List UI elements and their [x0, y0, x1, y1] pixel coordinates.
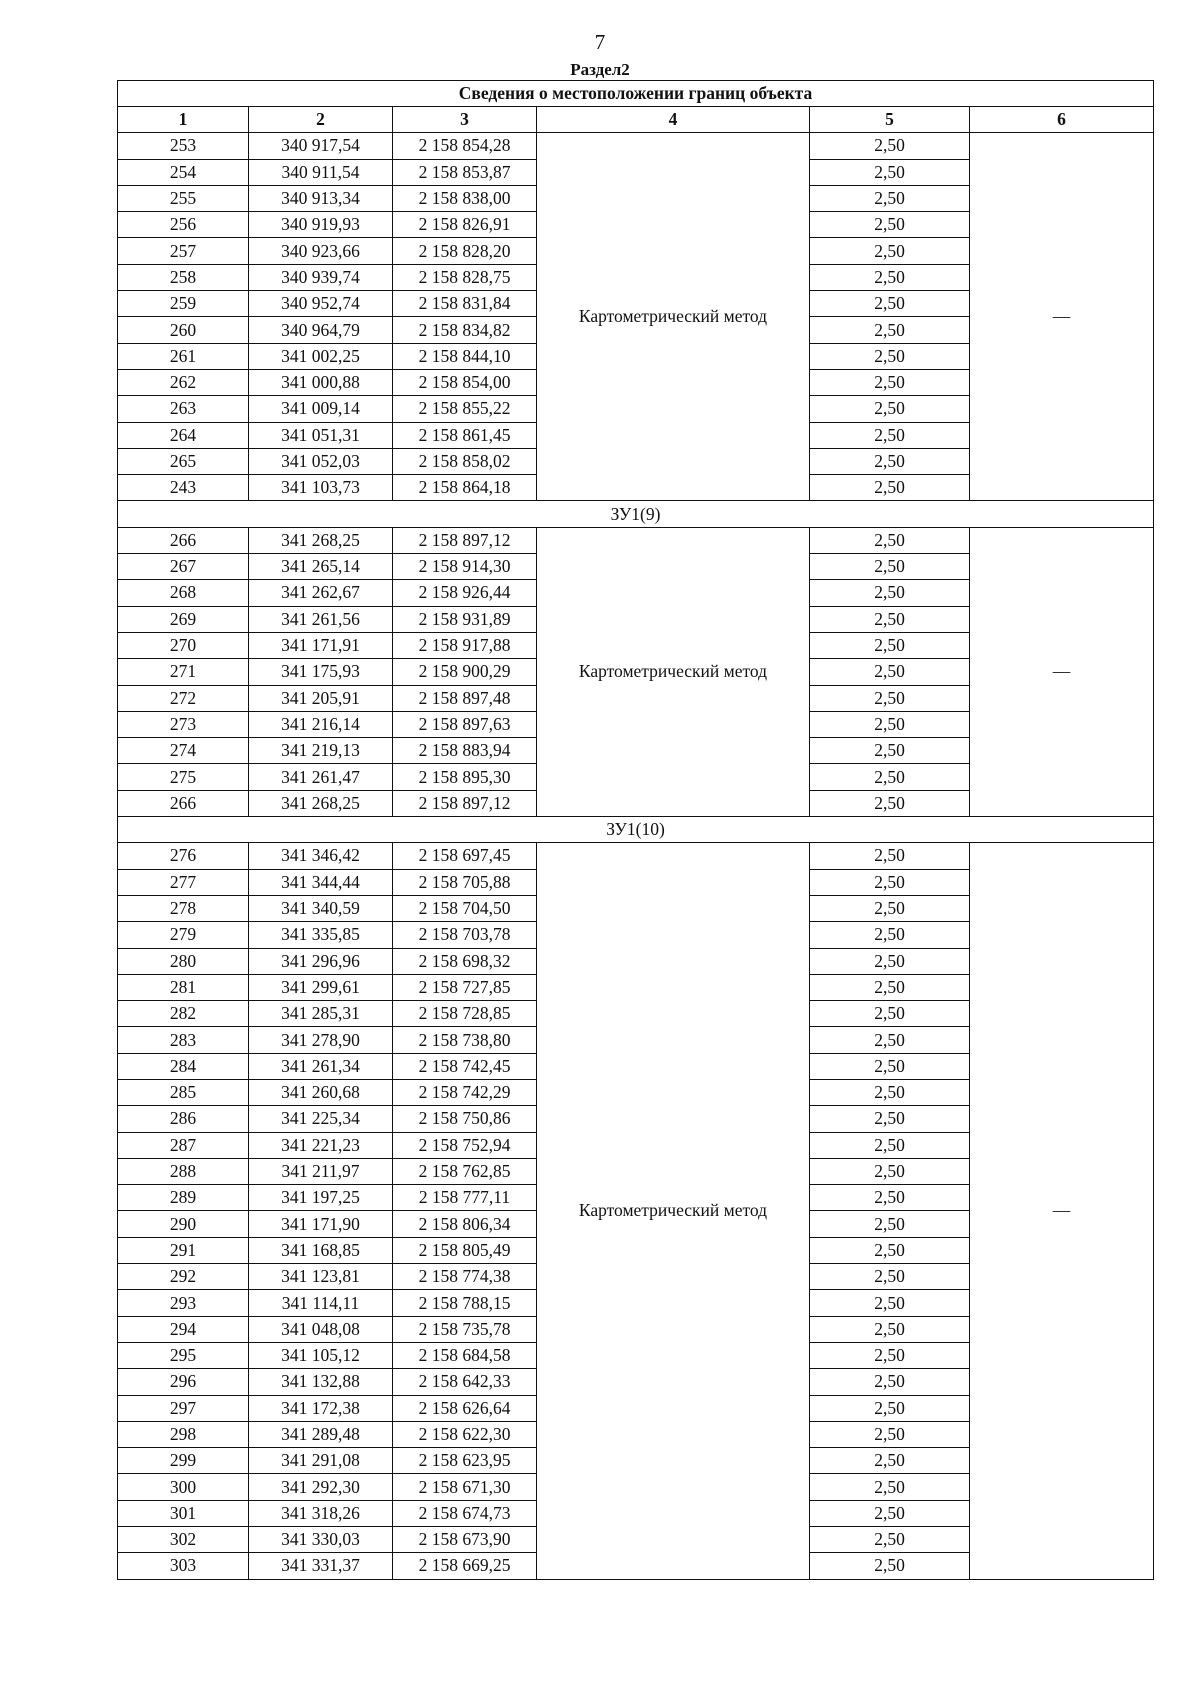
coordinate-y: 2 158 931,89 — [393, 606, 537, 632]
coordinate-x: 341 261,56 — [249, 606, 393, 632]
coordinate-y: 2 158 777,11 — [393, 1185, 537, 1211]
coordinate-x: 340 919,93 — [249, 212, 393, 238]
coordinate-y: 2 158 861,45 — [393, 422, 537, 448]
group-label-row — [118, 817, 1154, 843]
column-header-2: 2 — [249, 107, 393, 133]
point-number: 259 — [118, 291, 249, 317]
coordinate-x: 341 291,08 — [249, 1448, 393, 1474]
accuracy-value: 2,50 — [810, 1290, 970, 1316]
accuracy-value: 2,50 — [810, 1448, 970, 1474]
accuracy-value: 2,50 — [810, 948, 970, 974]
coordinate-y: 2 158 826,91 — [393, 212, 537, 238]
accuracy-value: 2,50 — [810, 1395, 970, 1421]
coordinate-y: 2 158 788,15 — [393, 1290, 537, 1316]
coordinate-x: 341 262,67 — [249, 580, 393, 606]
point-number: 266 — [118, 790, 249, 816]
point-number: 293 — [118, 1290, 249, 1316]
accuracy-value: 2,50 — [810, 264, 970, 290]
point-number: 257 — [118, 238, 249, 264]
coordinate-x: 341 103,73 — [249, 475, 393, 501]
table-caption: Сведения о местоположении границ объекта — [118, 81, 1154, 107]
coordinate-y: 2 158 838,00 — [393, 185, 537, 211]
accuracy-value: 2,50 — [810, 685, 970, 711]
coordinate-y: 2 158 669,25 — [393, 1553, 537, 1579]
coordinate-y: 2 158 642,33 — [393, 1369, 537, 1395]
coordinate-y: 2 158 883,94 — [393, 738, 537, 764]
coordinate-y: 2 158 895,30 — [393, 764, 537, 790]
point-number: 297 — [118, 1395, 249, 1421]
point-number: 258 — [118, 264, 249, 290]
coordinate-x: 341 168,85 — [249, 1237, 393, 1263]
coordinate-y: 2 158 854,00 — [393, 369, 537, 395]
accuracy-value: 2,50 — [810, 448, 970, 474]
accuracy-value: 2,50 — [810, 554, 970, 580]
point-number: 300 — [118, 1474, 249, 1500]
coordinate-y: 2 158 752,94 — [393, 1132, 537, 1158]
coordinate-x: 341 105,12 — [249, 1342, 393, 1368]
coordinate-y: 2 158 742,45 — [393, 1053, 537, 1079]
coordinate-y: 2 158 727,85 — [393, 974, 537, 1000]
point-number: 287 — [118, 1132, 249, 1158]
point-number: 302 — [118, 1527, 249, 1553]
accuracy-value: 2,50 — [810, 1027, 970, 1053]
accuracy-value: 2,50 — [810, 869, 970, 895]
coordinate-x: 340 939,74 — [249, 264, 393, 290]
col6-dash: — — [970, 133, 1154, 501]
coordinate-y: 2 158 864,18 — [393, 475, 537, 501]
point-number: 279 — [118, 922, 249, 948]
coordinate-x: 341 268,25 — [249, 527, 393, 553]
point-number: 269 — [118, 606, 249, 632]
table-row — [118, 843, 1154, 869]
column-header-row — [118, 107, 1154, 133]
point-number: 263 — [118, 396, 249, 422]
coordinate-x: 341 171,91 — [249, 632, 393, 658]
coordinate-y: 2 158 914,30 — [393, 554, 537, 580]
accuracy-value: 2,50 — [810, 1342, 970, 1368]
accuracy-value: 2,50 — [810, 212, 970, 238]
accuracy-value: 2,50 — [810, 343, 970, 369]
coordinate-y: 2 158 750,86 — [393, 1106, 537, 1132]
coordinate-x: 341 132,88 — [249, 1369, 393, 1395]
table-row — [118, 133, 1154, 159]
method-cell: Картометрический метод — [537, 133, 810, 501]
point-number: 278 — [118, 895, 249, 921]
accuracy-value: 2,50 — [810, 317, 970, 343]
point-number: 284 — [118, 1053, 249, 1079]
accuracy-value: 2,50 — [810, 1421, 970, 1447]
coordinate-x: 341 123,81 — [249, 1264, 393, 1290]
accuracy-value: 2,50 — [810, 1237, 970, 1263]
coordinate-x: 340 913,34 — [249, 185, 393, 211]
coordinate-x: 341 261,34 — [249, 1053, 393, 1079]
accuracy-value: 2,50 — [810, 1316, 970, 1342]
coordinate-x: 341 172,38 — [249, 1395, 393, 1421]
coordinate-x: 340 964,79 — [249, 317, 393, 343]
coordinate-x: 341 299,61 — [249, 974, 393, 1000]
coordinate-y: 2 158 854,28 — [393, 133, 537, 159]
accuracy-value: 2,50 — [810, 1553, 970, 1579]
accuracy-value: 2,50 — [810, 396, 970, 422]
coordinate-y: 2 158 900,29 — [393, 659, 537, 685]
coordinate-y: 2 158 853,87 — [393, 159, 537, 185]
coordinate-y: 2 158 735,78 — [393, 1316, 537, 1342]
coordinate-y: 2 158 897,12 — [393, 790, 537, 816]
coordinate-x: 341 292,30 — [249, 1474, 393, 1500]
point-number: 285 — [118, 1079, 249, 1105]
coordinate-y: 2 158 774,38 — [393, 1264, 537, 1290]
coordinate-y: 2 158 674,73 — [393, 1500, 537, 1526]
accuracy-value: 2,50 — [810, 1264, 970, 1290]
accuracy-value: 2,50 — [810, 1001, 970, 1027]
point-number: 243 — [118, 475, 249, 501]
coordinate-x: 341 009,14 — [249, 396, 393, 422]
coordinate-y: 2 158 673,90 — [393, 1527, 537, 1553]
point-number: 280 — [118, 948, 249, 974]
coordinate-x: 341 331,37 — [249, 1553, 393, 1579]
coordinate-x: 341 265,14 — [249, 554, 393, 580]
point-number: 288 — [118, 1158, 249, 1184]
coordinate-y: 2 158 622,30 — [393, 1421, 537, 1447]
coordinate-y: 2 158 858,02 — [393, 448, 537, 474]
coordinate-x: 341 197,25 — [249, 1185, 393, 1211]
accuracy-value: 2,50 — [810, 1132, 970, 1158]
accuracy-value: 2,50 — [810, 1527, 970, 1553]
coordinate-y: 2 158 705,88 — [393, 869, 537, 895]
accuracy-value: 2,50 — [810, 133, 970, 159]
coordinate-x: 341 205,91 — [249, 685, 393, 711]
coordinate-x: 341 335,85 — [249, 922, 393, 948]
accuracy-value: 2,50 — [810, 790, 970, 816]
point-number: 271 — [118, 659, 249, 685]
accuracy-value: 2,50 — [810, 632, 970, 658]
accuracy-value: 2,50 — [810, 475, 970, 501]
boundary-coordinates-table — [117, 80, 1154, 1580]
coordinate-x: 340 952,74 — [249, 291, 393, 317]
point-number: 266 — [118, 527, 249, 553]
coordinate-x: 341 296,96 — [249, 948, 393, 974]
accuracy-value: 2,50 — [810, 843, 970, 869]
coordinate-x: 340 917,54 — [249, 133, 393, 159]
accuracy-value: 2,50 — [810, 1106, 970, 1132]
accuracy-value: 2,50 — [810, 1474, 970, 1500]
col6-dash: — — [970, 527, 1154, 816]
coordinate-x: 340 911,54 — [249, 159, 393, 185]
col6-dash: — — [970, 843, 1154, 1579]
group-label: ЗУ1(9) — [118, 501, 1154, 527]
accuracy-value: 2,50 — [810, 1053, 970, 1079]
coordinate-x: 341 318,26 — [249, 1500, 393, 1526]
point-number: 270 — [118, 632, 249, 658]
coordinate-x: 341 278,90 — [249, 1027, 393, 1053]
coordinate-y: 2 158 623,95 — [393, 1448, 537, 1474]
accuracy-value: 2,50 — [810, 974, 970, 1000]
coordinate-x: 341 000,88 — [249, 369, 393, 395]
accuracy-value: 2,50 — [810, 659, 970, 685]
coordinate-x: 341 002,25 — [249, 343, 393, 369]
coordinate-y: 2 158 828,20 — [393, 238, 537, 264]
point-number: 294 — [118, 1316, 249, 1342]
point-number: 261 — [118, 343, 249, 369]
coordinate-y: 2 158 831,84 — [393, 291, 537, 317]
point-number: 289 — [118, 1185, 249, 1211]
coordinate-x: 341 051,31 — [249, 422, 393, 448]
column-header-3: 3 — [393, 107, 537, 133]
coordinate-y: 2 158 738,80 — [393, 1027, 537, 1053]
group-label-row — [118, 501, 1154, 527]
coordinate-x: 341 171,90 — [249, 1211, 393, 1237]
coordinate-x: 341 344,44 — [249, 869, 393, 895]
table-caption-row — [118, 81, 1154, 107]
coordinate-y: 2 158 626,64 — [393, 1395, 537, 1421]
coordinate-x: 341 346,42 — [249, 843, 393, 869]
point-number: 262 — [118, 369, 249, 395]
coordinate-x: 341 330,03 — [249, 1527, 393, 1553]
point-number: 292 — [118, 1264, 249, 1290]
coordinate-y: 2 158 704,50 — [393, 895, 537, 921]
point-number: 290 — [118, 1211, 249, 1237]
coordinate-x: 341 211,97 — [249, 1158, 393, 1184]
point-number: 298 — [118, 1421, 249, 1447]
point-number: 295 — [118, 1342, 249, 1368]
section-title: Раздел2 — [570, 60, 630, 79]
point-number: 256 — [118, 212, 249, 238]
column-header-5: 5 — [810, 107, 970, 133]
point-number: 299 — [118, 1448, 249, 1474]
point-number: 283 — [118, 1027, 249, 1053]
accuracy-value: 2,50 — [810, 764, 970, 790]
coordinate-x: 341 261,47 — [249, 764, 393, 790]
point-number: 286 — [118, 1106, 249, 1132]
point-number: 274 — [118, 738, 249, 764]
accuracy-value: 2,50 — [810, 422, 970, 448]
coordinate-y: 2 158 897,63 — [393, 711, 537, 737]
point-number: 265 — [118, 448, 249, 474]
point-number: 301 — [118, 1500, 249, 1526]
coordinate-y: 2 158 684,58 — [393, 1342, 537, 1368]
accuracy-value: 2,50 — [810, 711, 970, 737]
coordinate-x: 341 175,93 — [249, 659, 393, 685]
point-number: 273 — [118, 711, 249, 737]
coordinate-y: 2 158 742,29 — [393, 1079, 537, 1105]
accuracy-value: 2,50 — [810, 369, 970, 395]
accuracy-value: 2,50 — [810, 527, 970, 553]
column-header-4: 4 — [537, 107, 810, 133]
coordinate-y: 2 158 698,32 — [393, 948, 537, 974]
accuracy-value: 2,50 — [810, 580, 970, 606]
point-number: 296 — [118, 1369, 249, 1395]
coordinate-x: 341 048,08 — [249, 1316, 393, 1342]
point-number: 303 — [118, 1553, 249, 1579]
accuracy-value: 2,50 — [810, 238, 970, 264]
point-number: 281 — [118, 974, 249, 1000]
coordinate-y: 2 158 806,34 — [393, 1211, 537, 1237]
coordinate-y: 2 158 844,10 — [393, 343, 537, 369]
point-number: 254 — [118, 159, 249, 185]
page-number: 7 — [594, 30, 606, 54]
coordinate-y: 2 158 828,75 — [393, 264, 537, 290]
coordinate-y: 2 158 926,44 — [393, 580, 537, 606]
coordinate-y: 2 158 805,49 — [393, 1237, 537, 1263]
coordinate-y: 2 158 697,45 — [393, 843, 537, 869]
coordinate-x: 341 260,68 — [249, 1079, 393, 1105]
point-number: 291 — [118, 1237, 249, 1263]
accuracy-value: 2,50 — [810, 1079, 970, 1105]
accuracy-value: 2,50 — [810, 922, 970, 948]
point-number: 277 — [118, 869, 249, 895]
coordinate-x: 341 216,14 — [249, 711, 393, 737]
column-header-1: 1 — [118, 107, 249, 133]
coordinate-y: 2 158 834,82 — [393, 317, 537, 343]
accuracy-value: 2,50 — [810, 1369, 970, 1395]
table-row — [118, 527, 1154, 553]
accuracy-value: 2,50 — [810, 1185, 970, 1211]
coordinate-x: 341 285,31 — [249, 1001, 393, 1027]
coordinate-y: 2 158 897,12 — [393, 527, 537, 553]
accuracy-value: 2,50 — [810, 1158, 970, 1184]
coordinate-y: 2 158 917,88 — [393, 632, 537, 658]
accuracy-value: 2,50 — [810, 606, 970, 632]
point-number: 253 — [118, 133, 249, 159]
accuracy-value: 2,50 — [810, 738, 970, 764]
coordinate-x: 341 221,23 — [249, 1132, 393, 1158]
accuracy-value: 2,50 — [810, 1500, 970, 1526]
accuracy-value: 2,50 — [810, 159, 970, 185]
coordinate-x: 341 114,11 — [249, 1290, 393, 1316]
coordinate-x: 341 268,25 — [249, 790, 393, 816]
accuracy-value: 2,50 — [810, 1211, 970, 1237]
coordinate-x: 341 219,13 — [249, 738, 393, 764]
coordinate-y: 2 158 703,78 — [393, 922, 537, 948]
point-number: 255 — [118, 185, 249, 211]
accuracy-value: 2,50 — [810, 291, 970, 317]
point-number: 282 — [118, 1001, 249, 1027]
coordinate-x: 340 923,66 — [249, 238, 393, 264]
accuracy-value: 2,50 — [810, 895, 970, 921]
point-number: 272 — [118, 685, 249, 711]
method-cell: Картометрический метод — [537, 843, 810, 1579]
coordinate-y: 2 158 671,30 — [393, 1474, 537, 1500]
coordinate-x: 341 340,59 — [249, 895, 393, 921]
method-cell: Картометрический метод — [537, 527, 810, 816]
point-number: 268 — [118, 580, 249, 606]
point-number: 276 — [118, 843, 249, 869]
coordinate-x: 341 052,03 — [249, 448, 393, 474]
coordinate-y: 2 158 728,85 — [393, 1001, 537, 1027]
coordinate-x: 341 225,34 — [249, 1106, 393, 1132]
coordinate-y: 2 158 855,22 — [393, 396, 537, 422]
point-number: 264 — [118, 422, 249, 448]
accuracy-value: 2,50 — [810, 185, 970, 211]
coordinate-y: 2 158 762,85 — [393, 1158, 537, 1184]
point-number: 275 — [118, 764, 249, 790]
coordinate-x: 341 289,48 — [249, 1421, 393, 1447]
table-body — [118, 133, 1154, 1579]
column-header-6: 6 — [970, 107, 1154, 133]
coordinate-y: 2 158 897,48 — [393, 685, 537, 711]
group-label: ЗУ1(10) — [118, 817, 1154, 843]
point-number: 267 — [118, 554, 249, 580]
point-number: 260 — [118, 317, 249, 343]
